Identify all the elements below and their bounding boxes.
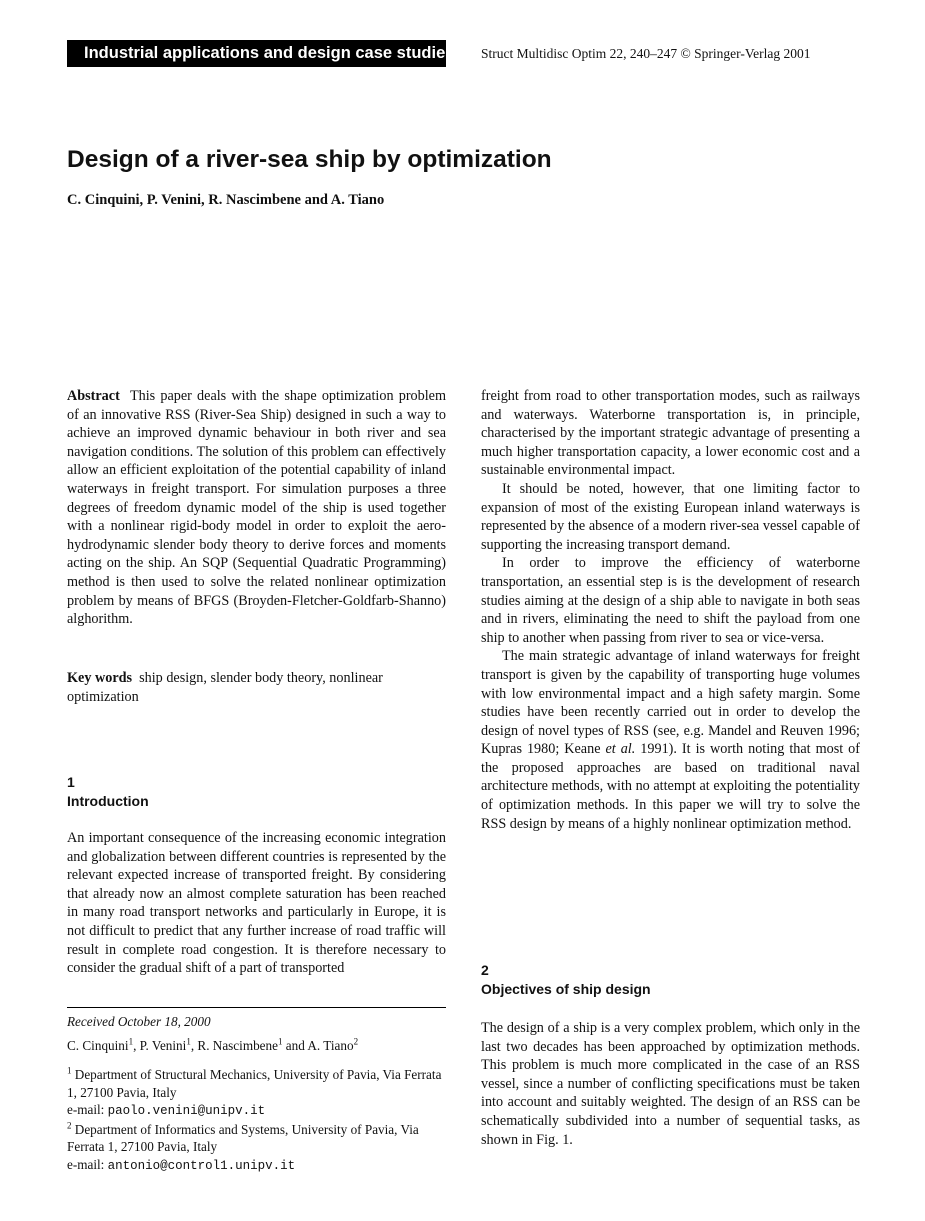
section-heading-objectives [481,961,860,999]
paragraph: The main strategic advantage of inland waterways for freight transport is given by the capability of transporting huge volumes with low environmental impact and a high safety margin. Some studies have been recently carried out in order to develop the design of novel types of RSS (see, e.g. Mandel and Reuven 1996; Kupras 1980; Keane et al. 1991). It is worth noting that most of the proposed approaches are based on traditional naval architecture methods, with no attempt at exploiting the potentiality of optimization methods. In this paper we will try to solve the RSS design by means of a highly nonlinear optimization method. [481,648,860,832]
introduction-continued [481,387,860,833]
footnotes [67,1013,446,1175]
email-2[interactable]: e-mail: antonio@control1.unipv.it [67,1156,296,1173]
abstract-block [67,387,446,629]
author-affiliation-line: C. Cinquini$^1$, P. Venini$^1$, R. Nascimbene$^1$ and A. Tiano$^2$ [67,1036,359,1053]
affiliation-2: $^2$ Department of Informatics and Systems, University of Pavia, Via Ferrata 1, 27100 Pavia, Italy [67,1120,419,1154]
abstract-text: This paper deals with the shape optimization problem of an innovative RSS (River-Sea Ship) designed in such a way to achieve an improved dynamic behaviour in both river and sea navigation conditions. The solution of this problem can effectively allow an efficient exploitation of the potential capability of inland waterways in freight transport. For simulation purposes a three degrees of freedom dynamic model of the ship is used together with a nonlinear rigid-body model in order to exploit the aero-hydrodynamic slender body theory to derive forces and moments acting on the ship. An SQP (Sequential Quadratic Programming) method is then used to solve the related nonlinear optimization problem by means of BFGS (Broyden-Fletcher-Goldfarb-Shanno) alghorithm. [67,388,447,628]
paragraph: It should be noted, however, that one limiting factor to expansion of most of the existing European inland waterways is represented by the absence of a modern river-sea vessel capable of supporting the increasing transport demand. [481,480,860,553]
paragraph: The design of a ship is a very complex problem, which only in the last two decades has been approached by optimization methods. This problem is much more complicated in the case of an RSS vessel, since a number of conflicting specifications must be taken into account and suitably weighted. The design of an RSS can be schematically subdivided into a number of sequential tasks, as shown in Fig. 1. [481,1020,860,1148]
section-banner: Industrial applications and design case studies [67,40,446,67]
affiliation-1: $^1$ Department of Structural Mechanics, University of Pavia, Via Ferrata 1, 27100 Pavia, Italy [67,1065,442,1100]
email-1[interactable]: e-mail: paolo.venini@unipv.it [67,1102,266,1118]
keywords-text: ship design, slender body theory, nonlinear optimization [67,670,383,705]
section-number: 1 [67,774,75,790]
section-number: 2 [481,962,489,978]
paper-title: Design of a river-sea ship by optimization [67,146,552,173]
paragraph: freight from road to other transportation modes, such as railways and waterways. Waterborne transportation is, in principle, characterised by the important strategic advantage of presenting a much higher transportation capacity, a lower economic cost and a sustainable environmental impact. [481,388,860,479]
introduction-paragraph [67,829,446,978]
journal-citation: Struct Multidisc Optim 22, 240–247 © Springer-Verlag 2001 [481,46,811,61]
section-title: Objectives of ship design [481,981,651,997]
section-heading-introduction [67,773,446,811]
keywords-block [67,669,446,706]
received-date: Received October 18, 2000 [67,1014,211,1029]
section-title: Introduction [67,793,149,809]
footnote-divider [67,1007,446,1008]
objectives-paragraph [481,1019,860,1149]
paragraph: An important consequence of the increasing economic integration and globalization between different countries is represented by the relevant expected increase of transported freight. By considering that already now an almost complete saturation has been reached in many road transport networks and particularly in Europe, it is not difficult to predict that any further increase of road traffic will result in complete road congestion. It is therefore necessary to consider the gradual shift of a part of transported [67,830,446,977]
author-list: C. Cinquini, P. Venini, R. Nascimbene and A. Tiano [67,192,385,208]
paragraph: In order to improve the efficiency of waterborne transportation, an essential step is is the development of research studies aiming at the design of a ship able to navigate in both seas and in rivers, eliminating the need to shift the payload from one ship to another when passing from river to sea or vice-versa. [481,555,860,646]
abstract-label: Abstract [67,388,120,404]
keywords-label: Key words [67,670,133,686]
